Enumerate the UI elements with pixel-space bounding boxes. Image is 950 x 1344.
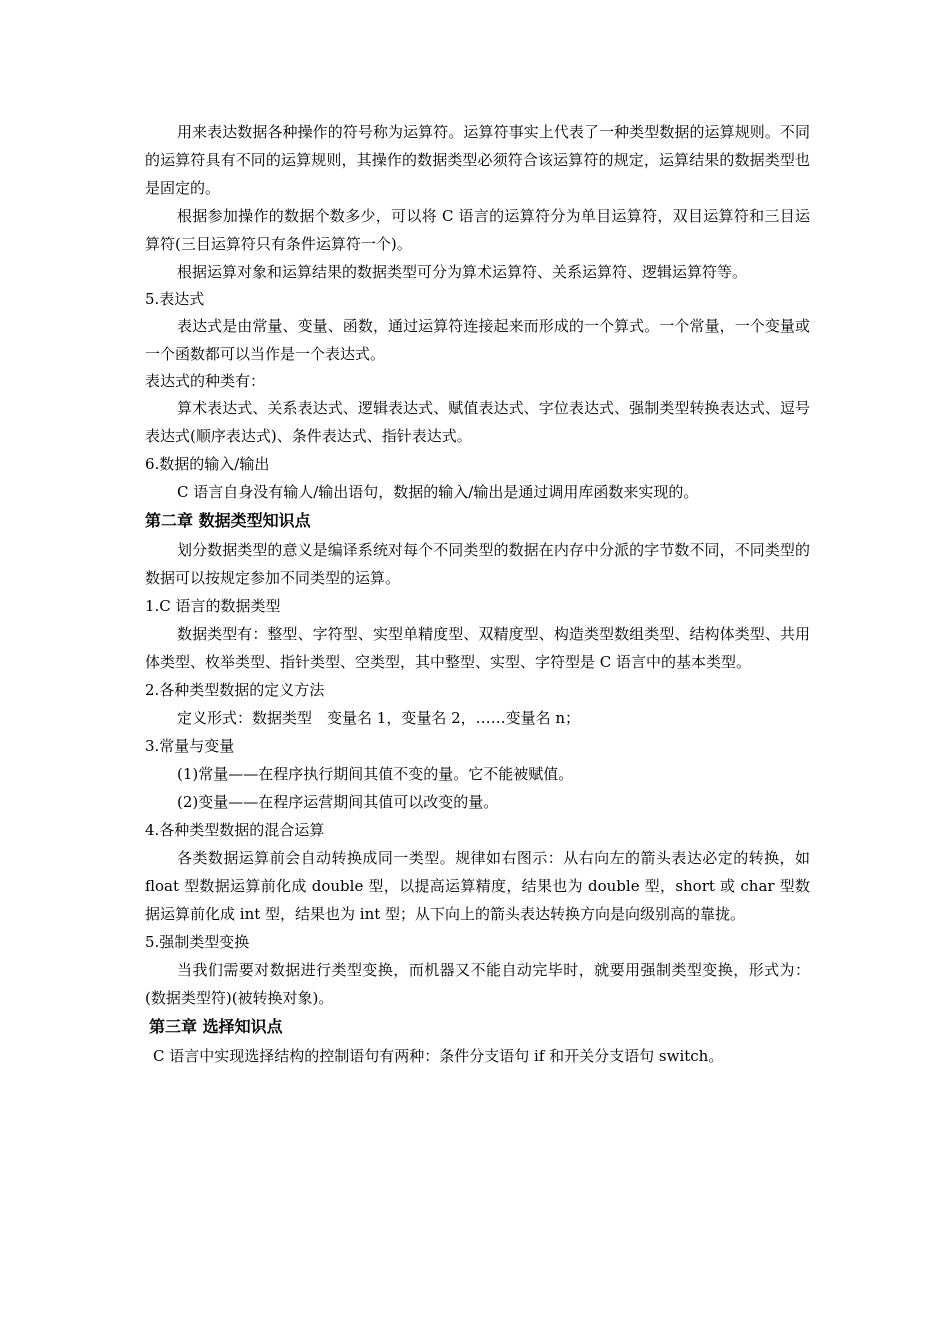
paragraph-cast: 当我们需要对数据进行类型变换，而机器又不能自动完毕时，就要用强制类型变换，形式为：(数据类型符)(被转换对象)。 (145, 961, 810, 1007)
paragraph-operator-categories: 根据运算对象和运算结果的数据类型可分为算术运算符、关系运算符、逻辑运算符等。 (177, 263, 748, 281)
paragraph-variable: (2)变量——在程序运营期间其值可以改变的量。 (177, 793, 499, 811)
paragraph-selection-statements: C 语言中实现选择结构的控制语句有两种：条件分支语句 if 和开关分支语句 switch。 (153, 1047, 724, 1065)
paragraph-definition-form: 定义形式：数据类型 变量名 1，变量名 2，……变量名 n； (177, 709, 581, 727)
section-heading-io: 6.数据的输入/输出 (145, 455, 270, 473)
section-heading-expression: 5.表达式 (145, 290, 205, 308)
chapter-title-3: 第三章 选择知识点 (149, 1017, 283, 1036)
document-page (145, 118, 810, 1070)
paragraph-data-type-meaning: 划分数据类型的意义是编译系统对每个不同类型的数据在内存中分派的字节数不同，不同类型的数据可以按规定参加不同类型的运算。 (145, 541, 810, 587)
paragraph-operator-arity: 根据参加操作的数据个数多少，可以将 C 语言的运算符分为单目运算符，双目运算符和三目运算符(三目运算符只有条件运算符一个)。 (145, 207, 810, 253)
section-heading-mixed-operation: 4.各种类型数据的混合运算 (145, 821, 325, 839)
chapter-title-2: 第二章 数据类型知识点 (145, 511, 311, 530)
section-heading-const-var: 3.常量与变量 (145, 737, 235, 755)
paragraph-expression-definition: 表达式是由常量、变量、函数，通过运算符连接起来而形成的一个算式。一个常量，一个变量或一个函数都可以当作是一个表达式。 (145, 317, 810, 363)
paragraph-mixed-operation: 各类数据运算前会自动转换成同一类型。规律如右图示：从右向左的箭头表达必定的转换，如 float 型数据运算前化成 double 型，以提高运算精度，结果也为 double 型，short 或 char 型数据运算前化成 int 型，结果也为 int 型；从下向上的箭头表达转换方向是向级别高的靠拢。 (145, 849, 810, 923)
section-heading-expression-kinds: 表达式的种类有： (145, 372, 266, 390)
paragraph-io: C 语言自身没有输人/输出语句，数据的输入/输出是通过调用库函数来实现的。 (177, 483, 699, 501)
paragraph-operator-definition: 用来表达数据各种操作的符号称为运算符。运算符事实上代表了一种类型数据的运算规则。不同的运算符具有不同的运算规则，其操作的数据类型必须符合该运算符的规定，运算结果的数据类型也是固定的。 (145, 123, 810, 197)
paragraph-constant: (1)常量——在程序执行期间其值不变的量。它不能被赋值。 (177, 765, 574, 783)
paragraph-expression-kinds: 算术表达式、关系表达式、逻辑表达式、赋值表达式、字位表达式、强制类型转换表达式、逗号表达式(顺序表达式)、条件表达式、指针表达式。 (145, 399, 810, 445)
paragraph-data-type-list: 数据类型有：整型、字符型、实型单精度型、双精度型、构造类型数组类型、结构体类型、共用体类型、枚举类型、指针类型、空类型，其中整型、实型、字符型是 C 语言中的基本类型。 (145, 625, 810, 671)
section-heading-cast: 5.强制类型变换 (145, 933, 250, 951)
section-heading-definition-method: 2.各种类型数据的定义方法 (145, 681, 325, 699)
section-heading-c-data-types: 1.C 语言的数据类型 (145, 597, 281, 615)
